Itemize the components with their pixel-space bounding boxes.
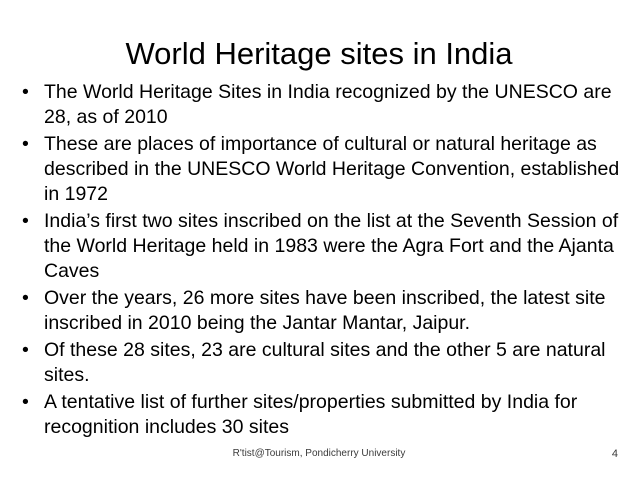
list-item	[14, 390, 628, 440]
list-item	[14, 132, 628, 207]
list-item-text: Of these 28 sites, 23 are cultural sites and the other 5 are natural sites.	[44, 339, 606, 386]
list-item	[14, 286, 628, 336]
page-title: World Heritage sites in India	[125, 35, 513, 71]
list-item-text: India’s first two sites inscribed on the list at the Seventh Session of the World Heritage held in 1983 were the Agra Fort and the Ajanta Caves	[44, 210, 619, 282]
list-item-text: A tentative list of further sites/properties submitted by India for recognition includes 30 sites	[44, 391, 578, 438]
list-item-text: Over the years, 26 more sites have been inscribed, the latest site inscribed in 2010 being the Jantar Mantar, Jaipur.	[44, 287, 606, 334]
bullet-icon: •	[22, 133, 29, 155]
list-item	[14, 80, 628, 130]
bullet-icon: •	[22, 339, 29, 361]
slide-footer	[0, 447, 638, 467]
bullet-icon: •	[22, 287, 29, 309]
list-item	[14, 209, 628, 284]
page-number: 4	[611, 448, 618, 460]
bullet-icon: •	[22, 391, 29, 413]
list-item	[14, 338, 628, 388]
footer-credit: R'tist@Tourism, Pondicherry University	[232, 448, 406, 459]
bullet-list	[14, 80, 628, 442]
list-item-text: These are places of importance of cultural or natural heritage as described in the UNESCO World Heritage Convention, established in 1972	[44, 133, 620, 205]
bullet-icon: •	[22, 81, 29, 103]
list-item-text: The World Heritage Sites in India recognized by the UNESCO are 28, as of 2010	[44, 81, 612, 128]
bullet-icon: •	[22, 210, 29, 232]
